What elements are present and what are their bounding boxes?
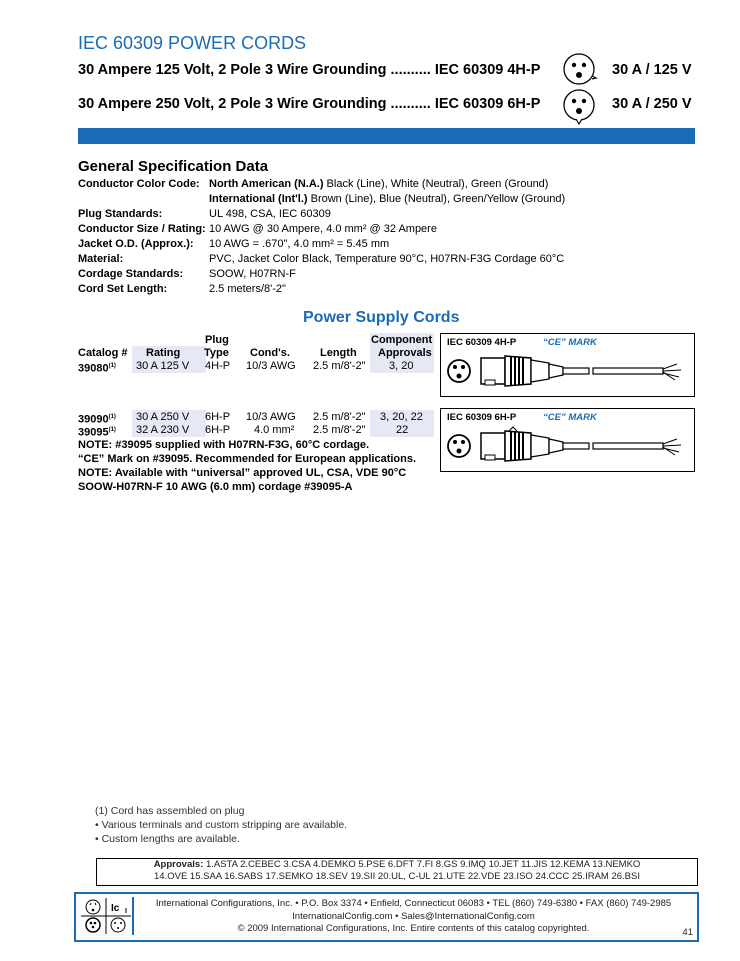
spec-row: Plug Standards: UL 498, CSA, IEC 60309: [78, 208, 331, 220]
iec-6h-plug-face-icon: [562, 88, 598, 126]
spec-row: Jacket O.D. (Approx.): 10 AWG = .670", 4.0 mm² = 5.45 mm: [78, 238, 390, 250]
iec-4h-plug-face-icon: [562, 52, 598, 90]
spec-rating-6h: 30 A / 250 V: [612, 96, 692, 112]
general-spec-table: [78, 177, 565, 297]
company-footer: Ic I International Configurations, Inc. • P.O. Box 3374 • Enfield, Connecticut 06083 • TEL (860) 749-6380 • FAX (860) 749-2985 InternationalConfig.com • Sales@InternationalConfig.com © 2009 International Configurations, Inc. Entire contents of this catalog copyrighted. 41: [74, 892, 699, 942]
table-notes: NOTE: #39095 supplied with H07RN-F3G, 60°C cordage. “CE” Mark on #39095. Recommended for European applications. NOTE: Available with “universal” approved UL, CSA, VDE 90°C SOOW-H07RN-F 10 AWG (6.0 mm) cordage #39095-A: [78, 439, 417, 493]
ici-logo-icon: [80, 897, 134, 935]
spec-row: International (Int'l.) Brown (Line), Blue (Neutral), Green/Yellow (Ground): [209, 193, 566, 205]
approvals-legend: Approvals: 1.ASTA 2.CEBEC 3.CSA 4.DEMKO 5.PSE 6.DFT 7.FI 8.GS 9.IMQ 10.JET 11.JIS 12.KEMA 13.NEMKO 14.OVE 15.SAA 16.SABS 17.SEMKO 18.SEV 19.SII 20.UL, C-UL 21.UTE 22.VDE 23.ISO 24.CCC 25.IRAM 26.BSI: [96, 858, 698, 886]
spec-row: Conductor Size / Rating: 10 AWG @ 30 Ampere, 4.0 mm² @ 32 Ampere: [78, 223, 437, 235]
col-header-length: Length: [320, 347, 357, 359]
spec-row: Conductor Color Code: North American (N.A.) Black (Line), White (Neutral), Green (Ground): [78, 178, 549, 190]
col-header-plug: Plug: [205, 334, 229, 346]
spec-row: Cord Set Length: 2.5 meters/8'-2": [78, 283, 286, 295]
catalog-table-group1: Catalog # Rating Plug Type Cond's. Length Component Approvals 39080$^{(1)}$ 30 A 125 V 4H-P 10/3 AWG 2.5 m/8'-2" 3, 20: [78, 334, 433, 375]
spec-row: Material: PVC, Jacket Color Black, Temperature 90°C, H07RN-F3G Cordage 60°C: [78, 253, 565, 265]
col-header-conds: Cond's.: [250, 347, 290, 359]
general-spec-title: General Specification Data: [78, 158, 269, 175]
spec-row: Cordage Standards: SOOW, H07RN-F: [78, 268, 296, 280]
footnotes: (1) Cord has assembled on plug • Various terminals and custom stripping are available. • Custom lengths are available.: [95, 805, 348, 845]
col-header-component: Component: [371, 334, 433, 346]
col-header-rating: Rating: [146, 347, 181, 359]
plug-diagram-6h: IEC 60309 6H-P “CE” MARK: [440, 408, 695, 472]
page-number: 41: [682, 927, 693, 938]
plug-diagram-4h: IEC 60309 4H-P “CE” MARK: [440, 333, 695, 397]
power-supply-title: Power Supply Cords: [303, 309, 460, 326]
spec-line-6h: 30 Ampere 250 Volt, 2 Pole 3 Wire Grounding .......... IEC 60309 6H-P: [78, 96, 541, 112]
col-header-approvals: Approvals: [378, 347, 432, 359]
cord-plug-drawing-icon: [445, 425, 690, 467]
cord-plug-drawing-icon: [445, 350, 690, 392]
col-header-catalog: Catalog #: [78, 347, 128, 359]
col-header-type: Type: [204, 347, 229, 359]
spec-line-4h: 30 Ampere 125 Volt, 2 Pole 3 Wire Grounding .......... IEC 60309 4H-P: [78, 62, 541, 78]
svg-text:I: I: [125, 908, 127, 915]
catalog-table-group2: 39090$^{(1)}$ 30 A 250 V 6H-P 10/3 AWG 2.5 m/8'-2" 3, 20, 22 39095$^{(1)}$ 32 A 230 V 6H-P 4.0 mm² 2.5 m/8'-2" 22: [78, 410, 438, 440]
page-title: IEC 60309 POWER CORDS: [78, 33, 307, 53]
spec-rating-4h: 30 A / 125 V: [612, 62, 692, 78]
svg-text:Ic: Ic: [111, 903, 120, 914]
section-divider-band: [78, 128, 695, 144]
